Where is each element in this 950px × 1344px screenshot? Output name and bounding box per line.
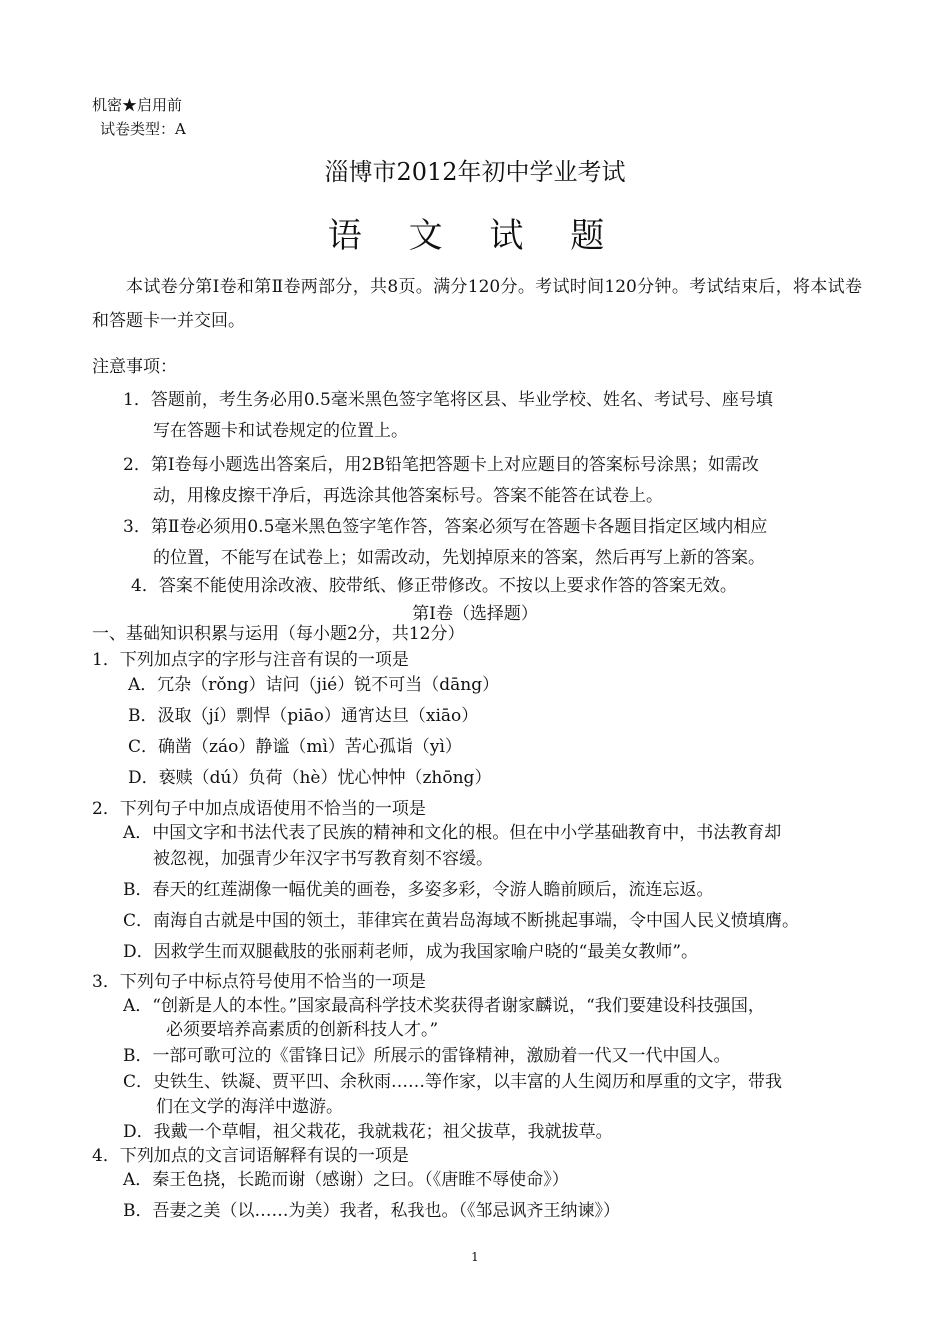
question-option: A．秦王色挠，长跪而谢（感谢）之曰。（《唐睢不辱使命》） — [123, 1170, 569, 1190]
question-option: C．南海自古就是中国的领土，菲律宾在黄岩岛海域不断挑起事端，令中国人民义愤填膺。 — [123, 911, 800, 931]
question-option: D．我戴一个草帽，祖父栽花，我就栽花；祖父拔草，我就拔草。 — [123, 1122, 613, 1142]
note-line: 动，用橡皮擦干净后，再选涂其他答案标号。答案不能答在试卷上。 — [153, 486, 663, 506]
question-stem: 3．下列句子中标点符号使用不恰当的一项是 — [92, 972, 426, 992]
page-number: 1 — [471, 1250, 479, 1264]
question-option: D．亵赎（dú）负荷（hè）忧心忡忡（zhōng） — [128, 768, 492, 788]
part1-title: 第Ⅰ卷（选择题） — [412, 604, 538, 624]
question-option: C．史铁生、铁凝、贾平凹、余秋雨……等作家，以丰富的人生阅历和厚重的文字，带我 — [123, 1072, 783, 1092]
note-line: 写在答题卡和试卷规定的位置上。 — [153, 421, 408, 441]
note-line: 4．答案不能使用涂改液、胶带纸、修正带修改。不按以上要求作答的答案无效。 — [131, 576, 737, 596]
question-option: A．“创新是人的本性。”国家最高科学技术奖获得者谢家麟说，“我们要建设科技强国， — [123, 996, 765, 1016]
question-option: A．中国文字和书法代表了民族的精神和文化的根。但在中小学基础教育中，书法教育却 — [123, 823, 782, 843]
note-line: 2．第Ⅰ卷每小题选出答案后，用2B铅笔把答题卡上对应题目的答案标号涂黑；如需改 — [123, 455, 759, 475]
question-option: A．冗杂（rǒng）诘问（jié）锐不可当（dāng） — [128, 675, 500, 695]
question-option: C．确凿（záo）静谧（mì）苦心孤诣（yì） — [128, 737, 462, 757]
section-heading: 一、基础知识积累与运用（每小题2分，共12分） — [92, 624, 465, 644]
question-option: 们在文学的海洋中遨游。 — [156, 1097, 343, 1117]
question-stem: 1．下列加点字的字形与注音有误的一项是 — [92, 650, 409, 670]
confidential-label: 机密★启用前 — [92, 96, 183, 114]
question-option: B．春天的红莲湖像一幅优美的画卷，多姿多彩，令游人瞻前顾后，流连忘返。 — [123, 880, 714, 900]
question-option: 被忽视，加强青少年汉字书写教育刻不容缓。 — [153, 849, 493, 869]
notes-heading: 注意事项： — [92, 357, 177, 377]
question-stem: 4．下列加点的文言词语解释有误的一项是 — [92, 1146, 409, 1166]
paper-type-label: 试卷类型：A — [100, 120, 186, 138]
subject-title: 语 文 试 题 — [327, 216, 623, 256]
note-line: 1．答题前，考生务必用0.5毫米黑色签字笔将区县、毕业学校、姓名、考试号、座号填 — [123, 390, 773, 410]
note-line: 3．第Ⅱ卷必须用0.5毫米黑色签字笔作答，答案必须写在答题卡各题目指定区域内相应 — [123, 517, 768, 537]
question-option: D．因救学生而双腿截肢的张丽莉老师，成为我国家喻户晓的“最美女教师”。 — [123, 942, 699, 962]
exam-title: 淄博市2012年初中学业考试 — [324, 158, 626, 186]
question-stem: 2．下列句子中加点成语使用不恰当的一项是 — [92, 799, 426, 819]
question-option: B．汲取（jí）剽悍（piāo）通宵达旦（xiāo） — [128, 706, 479, 726]
question-option: 必须要培养高素质的创新科技人才。” — [166, 1020, 439, 1040]
question-option: B．一部可歌可泣的《雷锋日记》所展示的雷锋精神，激励着一代又一代中国人。 — [123, 1046, 731, 1066]
question-option: B．吾妻之美（以……为美）我者，私我也。（《邹忌讽齐王纳谏》） — [123, 1201, 620, 1221]
note-line: 的位置，不能写在试卷上；如需改动，先划掉原来的答案，然后再写上新的答案。 — [153, 548, 765, 568]
intro-paragraph: 本试卷分第Ⅰ卷和第Ⅱ卷两部分，共8页。满分120分。考试时间120分钟。考试结束后，将本试卷和答题卡一并交回。 — [92, 277, 862, 331]
